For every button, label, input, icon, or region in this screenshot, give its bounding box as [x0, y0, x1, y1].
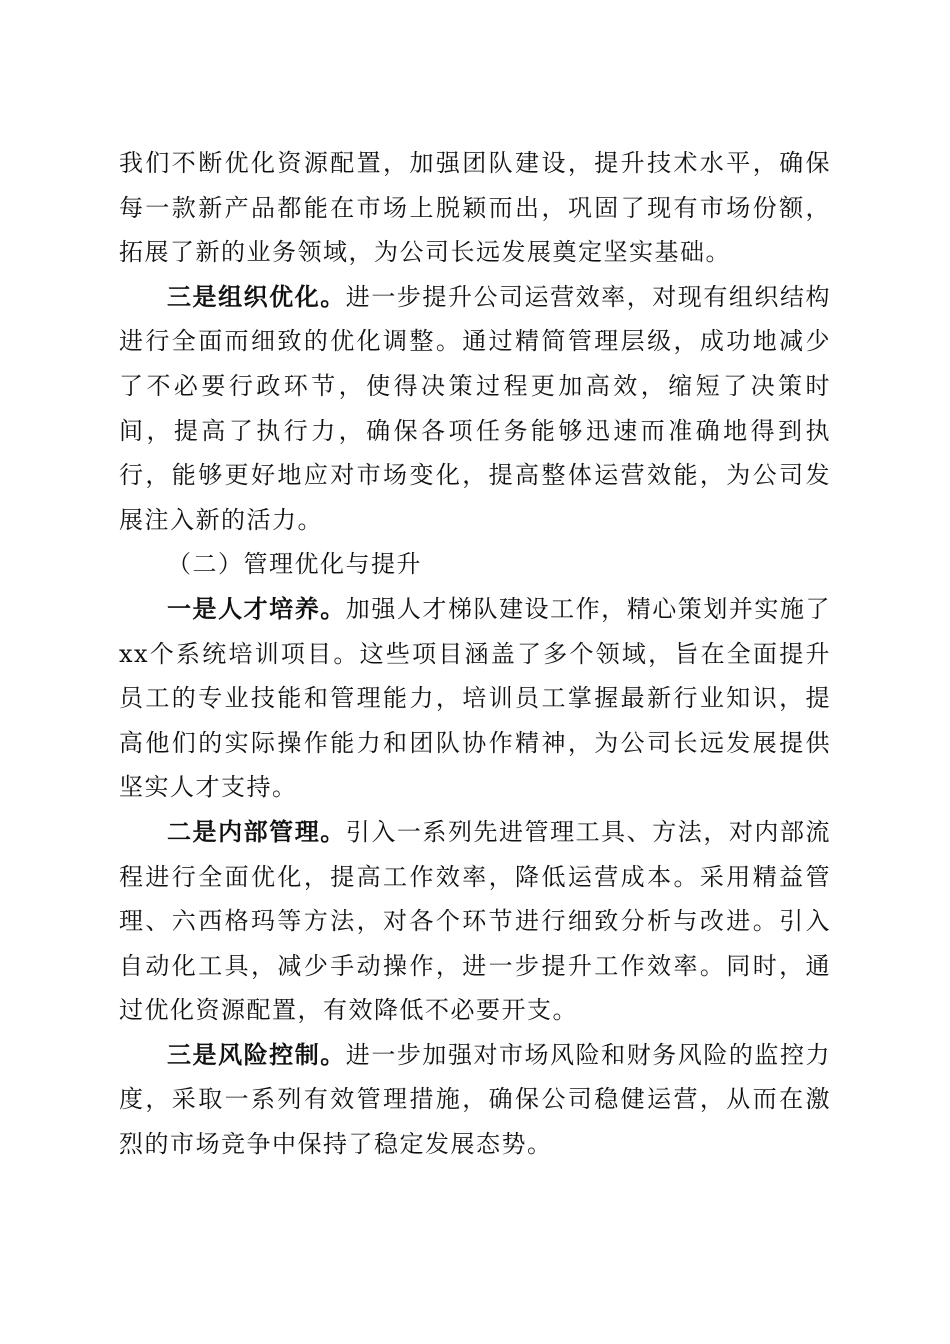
paragraph-text: 进一步提升公司运营效率，对现有组织结构进行全面而细致的优化调整。通过精简管理层级，成功地减少了不必要行政环节，使得决策过程更加高效，缩短了决策时间，提高了执行力，确保各项任务能够迅速而准确地得到执行，能够更好地应对市场变化，提高整体运营效能，为公司发展注入新的活力。	[119, 282, 831, 534]
paragraph-text: 我们不断优化资源配置，加强团队建设，提升技术水平，确保每一款新产品都能在市场上脱颖而出，巩固了现有市场份额，拓展了新的业务领域，为公司长远发展奠定坚实基础。	[119, 149, 831, 267]
paragraph-lead: 三是组织优化。	[167, 281, 346, 311]
paragraph-risk-control	[119, 1033, 831, 1167]
paragraph-text: 加强人才梯队建设工作，精心策划并实施了xx个系统培训项目。这些项目涵盖了多个领域，旨在全面提升员工的专业技能和管理能力，培训员工掌握最新行业知识，提高他们的实际操作能力和团队协作精神，为公司长远发展提供坚实人才支持。	[119, 594, 831, 802]
paragraph-resource-allocation	[119, 141, 831, 275]
paragraph-talent-training	[119, 587, 831, 810]
paragraph-lead: 一是人才培养。	[167, 593, 346, 623]
paragraph-text: 进一步加强对市场风险和财务风险的监控力度，采取一系列有效管理措施，确保公司稳健运营，从而在激烈的市场竞争中保持了稳定发展态势。	[119, 1040, 831, 1159]
paragraph-internal-management	[119, 810, 831, 1033]
paragraph-lead: 二是内部管理。	[167, 816, 346, 846]
document-body	[119, 141, 831, 1167]
section-heading: （二）管理优化与提升	[167, 550, 422, 579]
paragraph-text: 引入一系列先进管理工具、方法，对内部流程进行全面优化，提高工作效率，降低运营成本。采用精益管理、六西格玛等方法，对各个环节进行细致分析与改进。引入自动化工具，减少手动操作，进一步提升工作效率。同时，通过优化资源配置，有效降低不必要开支。	[119, 817, 831, 1025]
paragraph-lead: 三是风险控制。	[167, 1039, 346, 1069]
paragraph-organization-optimization	[119, 275, 831, 543]
